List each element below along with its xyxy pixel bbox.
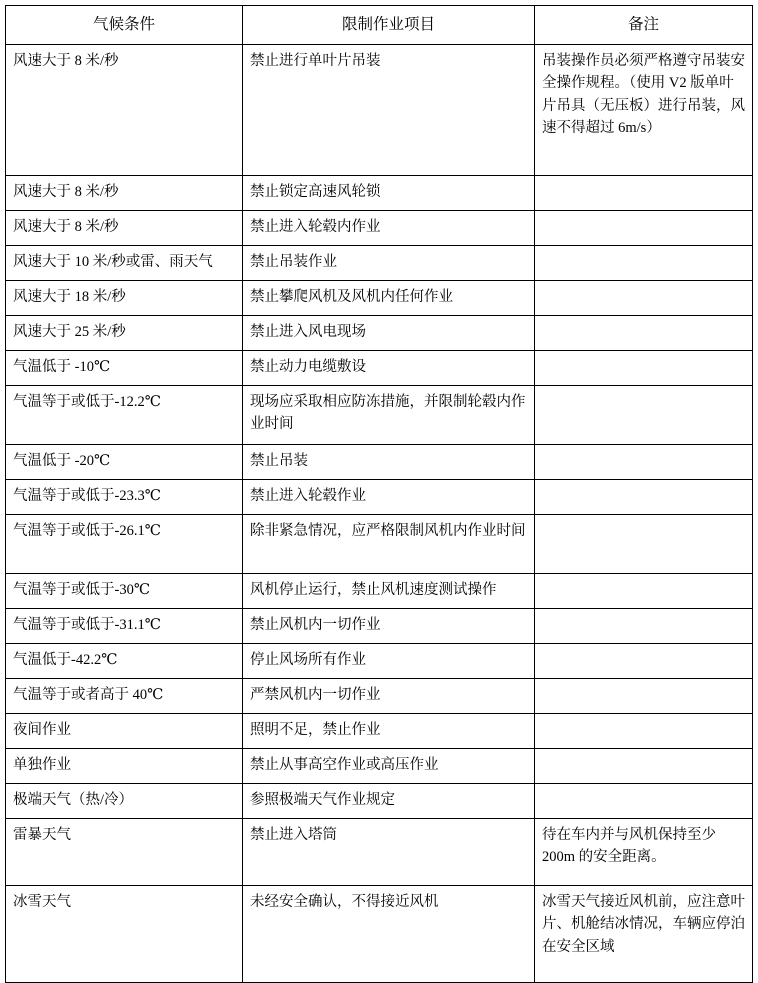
cell-note [535, 316, 753, 351]
table-row [6, 445, 753, 480]
cell-condition: 风速大于 8 米/秒 [6, 45, 243, 176]
cell-note [535, 679, 753, 714]
table-row [6, 246, 753, 281]
cell-note [535, 445, 753, 480]
cell-restricted-item: 禁止进入轮毂作业 [243, 480, 535, 515]
cell-restricted-item: 禁止攀爬风机及风机内任何作业 [243, 281, 535, 316]
cell-note [535, 644, 753, 679]
table-row [6, 176, 753, 211]
table-row [6, 211, 753, 246]
table-row [6, 609, 753, 644]
cell-restricted-item: 禁止进入轮毂内作业 [243, 211, 535, 246]
column-header-note: 备注 [535, 6, 753, 45]
cell-note [535, 784, 753, 819]
table-row [6, 644, 753, 679]
column-header-restricted-item: 限制作业项目 [243, 6, 535, 45]
cell-note [535, 574, 753, 609]
table-row [6, 386, 753, 445]
document-page [0, 5, 758, 955]
cell-condition: 风速大于 10 米/秒或雷、雨天气 [6, 246, 243, 281]
cell-condition: 气温等于或低于-23.3℃ [6, 480, 243, 515]
cell-note [535, 386, 753, 445]
cell-restricted-item: 现场应采取相应防冻措施，并限制轮毂内作业时间 [243, 386, 535, 445]
cell-note [535, 480, 753, 515]
cell-condition: 气温低于-42.2℃ [6, 644, 243, 679]
table-row [6, 281, 753, 316]
table-row [6, 45, 753, 176]
cell-condition: 气温等于或低于-26.1℃ [6, 515, 243, 574]
cell-condition: 气温等于或者高于 40℃ [6, 679, 243, 714]
cell-condition: 风速大于 18 米/秒 [6, 281, 243, 316]
cell-condition: 风速大于 8 米/秒 [6, 211, 243, 246]
table-row [6, 886, 753, 983]
cell-restricted-item: 禁止从事高空作业或高压作业 [243, 749, 535, 784]
cell-restricted-item: 风机停止运行，禁止风机速度测试操作 [243, 574, 535, 609]
table-row [6, 749, 753, 784]
cell-restricted-item: 禁止进入塔筒 [243, 819, 535, 886]
cell-note [535, 515, 753, 574]
cell-condition: 冰雪天气 [6, 886, 243, 983]
cell-restricted-item: 严禁风机内一切作业 [243, 679, 535, 714]
cell-restricted-item: 禁止吊装作业 [243, 246, 535, 281]
cell-note [535, 176, 753, 211]
cell-condition: 极端天气（热/冷） [6, 784, 243, 819]
cell-condition: 气温等于或低于-30℃ [6, 574, 243, 609]
cell-restricted-item: 停止风场所有作业 [243, 644, 535, 679]
table-row [6, 819, 753, 886]
cell-condition: 气温等于或低于-31.1℃ [6, 609, 243, 644]
table-row [6, 784, 753, 819]
cell-note [535, 714, 753, 749]
weather-restriction-table [5, 5, 753, 983]
cell-condition: 雷暴天气 [6, 819, 243, 886]
cell-restricted-item: 参照极端天气作业规定 [243, 784, 535, 819]
cell-note [535, 281, 753, 316]
cell-note [535, 749, 753, 784]
table-row [6, 714, 753, 749]
cell-note [535, 351, 753, 386]
cell-restricted-item: 未经安全确认，不得接近风机 [243, 886, 535, 983]
cell-condition: 单独作业 [6, 749, 243, 784]
cell-note: 待在车内并与风机保持至少 200m 的安全距离。 [535, 819, 753, 886]
cell-restricted-item: 照明不足，禁止作业 [243, 714, 535, 749]
table-row [6, 316, 753, 351]
table-row [6, 679, 753, 714]
cell-restricted-item: 禁止动力电缆敷设 [243, 351, 535, 386]
table-row [6, 351, 753, 386]
table-row [6, 574, 753, 609]
cell-note [535, 211, 753, 246]
cell-restricted-item: 禁止锁定高速风轮锁 [243, 176, 535, 211]
table-header [6, 6, 753, 45]
cell-note: 冰雪天气接近风机前，应注意叶片、机舱结冰情况，车辆应停泊在安全区域 [535, 886, 753, 983]
table-body [6, 45, 753, 983]
cell-restricted-item: 禁止吊装 [243, 445, 535, 480]
column-header-condition: 气候条件 [6, 6, 243, 45]
cell-note [535, 246, 753, 281]
cell-restricted-item: 禁止进行单叶片吊装 [243, 45, 535, 176]
table-row [6, 480, 753, 515]
cell-restricted-item: 除非紧急情况，应严格限制风机内作业时间 [243, 515, 535, 574]
table-header-row [6, 6, 753, 45]
table-row [6, 515, 753, 574]
cell-condition: 气温低于 -20℃ [6, 445, 243, 480]
cell-note [535, 609, 753, 644]
cell-condition: 夜间作业 [6, 714, 243, 749]
cell-restricted-item: 禁止进入风电现场 [243, 316, 535, 351]
cell-condition: 风速大于 25 米/秒 [6, 316, 243, 351]
cell-restricted-item: 禁止风机内一切作业 [243, 609, 535, 644]
cell-condition: 气温等于或低于-12.2℃ [6, 386, 243, 445]
cell-note: 吊装操作员必须严格遵守吊装安全操作规程。（使用 V2 版单叶片吊具（无压板）进行吊装，风速不得超过 6m/s） [535, 45, 753, 176]
cell-condition: 风速大于 8 米/秒 [6, 176, 243, 211]
cell-condition: 气温低于 -10℃ [6, 351, 243, 386]
